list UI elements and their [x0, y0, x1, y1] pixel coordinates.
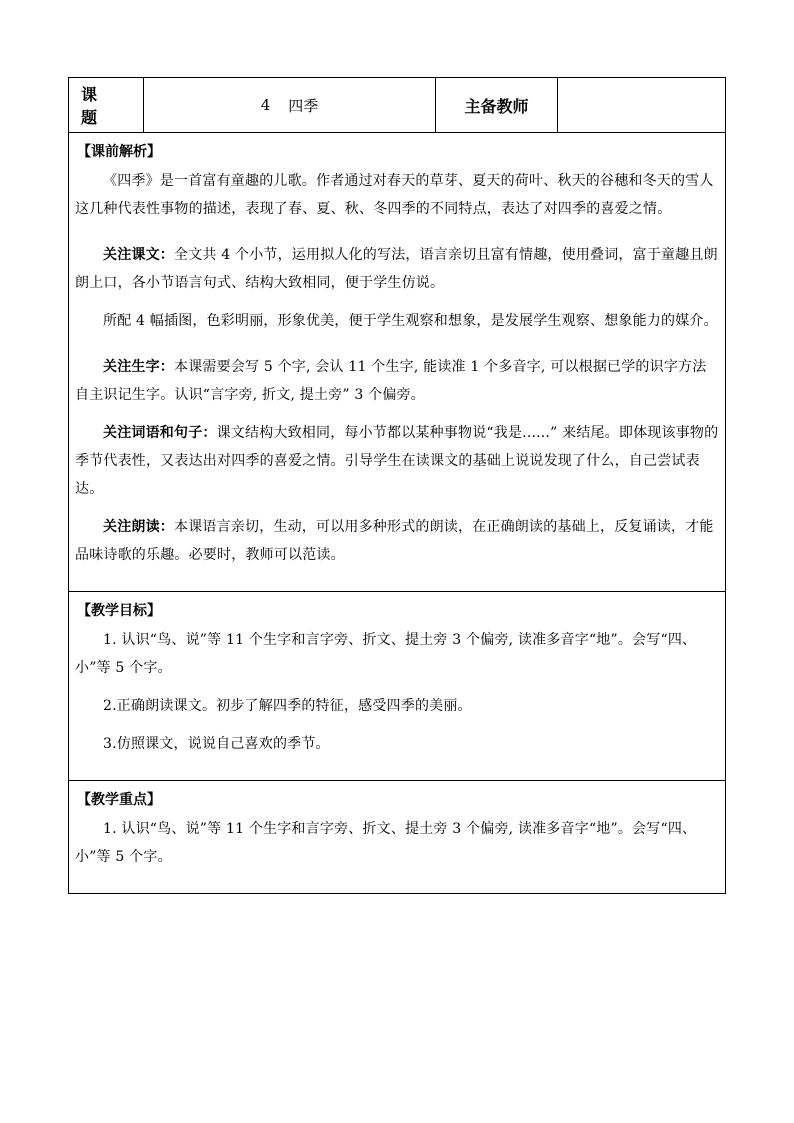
goals-section — [69, 600, 725, 781]
teacher-label: 主备教师 — [436, 78, 558, 132]
focus-text-paragraph — [75, 241, 719, 297]
pictures-paragraph: 所配 4 幅插图，色彩明丽，形象优美，便于学生观察和想象，是发展学生观察、想象能力的媒介。 — [103, 313, 718, 329]
lesson-title-cell — [144, 78, 436, 132]
goal-item: 3.仿照课文，说说自己喜欢的季节。 — [103, 736, 330, 752]
goal-item: 1. 认识“鸟、说”等 11 个生字和言字旁、折文、提土旁 3 个偏旁, 读准多音字“地”。会写“四、小”等 5 个字。 — [75, 632, 697, 676]
lesson-plan-table — [68, 77, 726, 894]
focus-chars-body: 本课需要会写 5 个字, 会认 11 个生字, 能读准 1 个多音字, 可以根据已学的识字方法自主识记生字。认识“言字旁, 折文, 提土旁” 3 个偏旁。 — [75, 359, 707, 403]
lesson-number: 4 — [260, 96, 271, 114]
focus-section — [69, 789, 725, 893]
focus-words-paragraph — [75, 419, 719, 503]
focus-item: 1. 认识“鸟、说”等 11 个生字和言字旁、折文、提土旁 3 个偏旁, 读准多音字“地”。会写“四、小”等 5 个字。 — [75, 821, 697, 865]
focus-reading-label: 关注朗读： — [103, 519, 174, 535]
focus-chars-paragraph — [75, 353, 719, 409]
goal-item: 2.正确朗读课文。初步了解四季的特征，感受四季的美丽。 — [103, 698, 472, 714]
header-row — [69, 78, 725, 133]
lesson-title: 四季 — [288, 96, 319, 115]
lesson-label: 课 题 — [69, 78, 144, 132]
focus-chars-label: 关注生字： — [103, 359, 174, 375]
teacher-value — [558, 78, 725, 132]
goals-heading: 【教学目标】 — [77, 603, 161, 619]
focus-text-label: 关注课文： — [103, 247, 174, 263]
focus-reading-body: 本课语言亲切，生动，可以用多种形式的朗读，在正确朗读的基础上，反复诵读，才能品味诗歌的乐趣。必要时，教师可以范读。 — [75, 519, 714, 563]
focus-heading: 【教学重点】 — [77, 792, 161, 808]
focus-words-body: 课文结构大致相同，每小节都以某种事物说“我是......” 来结尾。即体现该事物的季节代表性，又表达出对四季的喜爱之情。引导学生在读课文的基础上说说发现了什么，自己尝试表达。 — [75, 425, 719, 497]
focus-text-body: 全文共 4 个小节，运用拟人化的写法，语言亲切且富有情趣，使用叠词，富于童趣且朗朗上口，各小节语言句式、结构大致相同，便于学生仿说。 — [75, 247, 718, 291]
analysis-heading: 【课前解析】 — [77, 144, 161, 160]
focus-words-label: 关注词语和句子： — [103, 425, 217, 441]
focus-reading-paragraph — [75, 513, 719, 569]
analysis-section — [69, 141, 725, 592]
analysis-intro: 《四季》是一首富有童趣的儿歌。作者通过对春天的草芽、夏天的荷叶、秋天的谷穗和冬天的雪人这几种代表性事物的描述，表现了春、夏、秋、冬四季的不同特点，表达了对四季的喜爱之情。 — [75, 173, 714, 217]
